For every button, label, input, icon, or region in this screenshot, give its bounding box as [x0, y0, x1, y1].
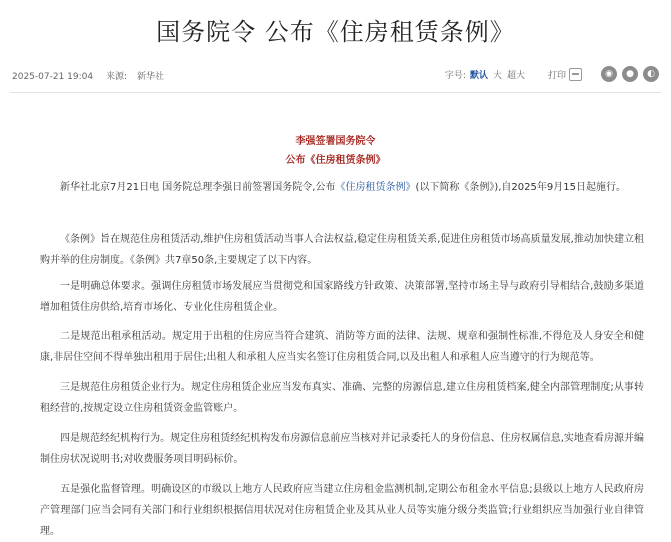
wechat-icon[interactable]: ● [622, 66, 638, 82]
body-paragraph: 《条例》旨在规范住房租赁活动,维护住房租赁活动当事人合法权益,稳定住房租赁关系,促进住房租赁市场高质量发展,推动加快建立租购并举的住房制度。《条例》共7章50条,主要规定了以下内容。 [40, 234, 644, 266]
article-meta [12, 69, 174, 82]
qq-icon[interactable]: ◐ [643, 66, 659, 82]
print-icon [569, 68, 582, 81]
lead-paragraph [40, 177, 644, 198]
font-size-default-button[interactable]: 默认 [469, 70, 488, 81]
font-size-large-button[interactable]: 大 [492, 70, 502, 81]
body-paragraph: 四是规范经纪机构行为。规定住房租赁经纪机构发布房源信息前应当核对并记录委托人的身份信息、住房权属信息,实地查看房源并编制住房状况说明书;对收费服务项目明码标价。 [40, 433, 644, 465]
body-paragraph: 二是规范出租承租活动。规定用于出租的住房应当符合建筑、消防等方面的法律、法规、规章和强制性标准,不得危及人身安全和健康,非居住空间不得单独出租用于居住;出租人和承租人应当实名签订住房租赁合同,以及出租人和承租人应当遵守的行为规范等。 [40, 331, 644, 363]
font-size-label: 字号: [444, 70, 466, 81]
lead-text-before: 新华社北京7月21日电 国务院总理李强日前签署国务院令,公布 [60, 182, 336, 193]
header-divider [10, 92, 661, 93]
print-button[interactable] [548, 68, 582, 81]
weibo-icon[interactable]: ◉ [601, 66, 617, 82]
regulation-link[interactable]: 《住房租赁条例》 [335, 182, 416, 193]
publish-datetime: 2025-07-21 19:04 [12, 72, 94, 82]
article-meta-bar [12, 66, 659, 84]
source-name: 新华社 [137, 72, 165, 82]
print-label: 打印 [547, 70, 566, 81]
body-paragraph: 三是规范住房租赁企业行为。规定住房租赁企业应当发布真实、准确、完整的房源信息,建立住房租赁档案,健全内部管理制度;从事转租经营的,按规定设立住房租赁资金监管账户。 [40, 382, 644, 414]
share-buttons [596, 66, 659, 82]
source-label: 来源: [105, 72, 128, 82]
page-title: 国务院令 公布《住房租赁条例》 [156, 18, 515, 46]
subheadline-2: 公布《住房租赁条例》 [285, 155, 386, 166]
article-toolbar [445, 66, 659, 82]
body-paragraph: 一是明确总体要求。强调住房租赁市场发展应当贯彻党和国家路线方针政策、决策部署,坚持市场主导与政府引导相结合,鼓励多渠道增加租赁住房供给,培育市场化、专业化住房租赁企业。 [40, 281, 644, 313]
subheadline-1: 李强签署国务院令 [295, 136, 376, 147]
lead-text-after: (以下简称《条例》),自2025年9月15日起施行。 [415, 182, 626, 193]
font-size-xlarge-button[interactable]: 超大 [506, 70, 525, 81]
body-paragraph: 五是强化监督管理。明确设区的市级以上地方人民政府应当建立住房租金监测机制,定期公布租金水平信息;县级以上地方人民政府房产管理部门应当会同有关部门和行业组织根据信用状况对住房租赁企业及其从业人员等实施分级分类监管;行业组织应当加强行业自律管理。 [40, 484, 644, 537]
